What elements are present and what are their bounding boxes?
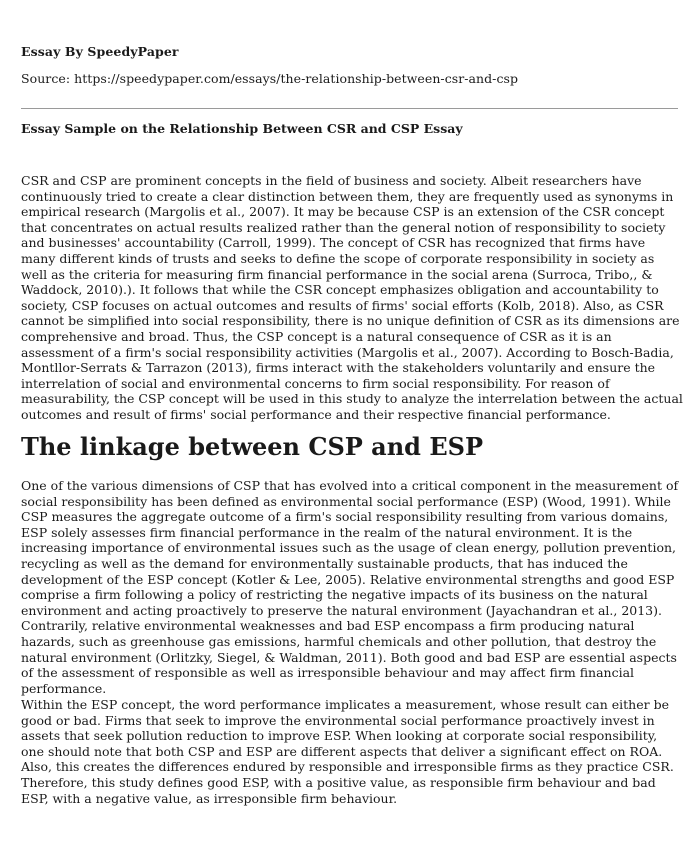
source-url: Source: https://speedypaper.com/essays/the-relationship-between-csr-and-csp [21,71,519,86]
section-heading: The linkage between CSP and ESP [21,432,483,461]
header-divider [21,108,678,109]
essay-title: Essay Sample on the Relationship Between CSR and CSP Essay [21,121,463,136]
essay-paragraph-2: One of the various dimensions of CSP that has evolved into a critical component in the measurement of social responsibility has been defined as environmental social performance (ESP) (Wood, 1991). While CSP measures the aggregate outcome of a firm's social responsibility resulting from various domains, ESP solely assesses firm financial performance in the realm of the natural environment. It is the increasing importance of environmental issues such as the usage of clean energy, pollution prevention, recycling as well as the demand for environmentally sustainable products, that has induced the development of the ESP concept (Kotler & Lee, 2005). Relative environmental strengths and good ESP comprise a firm following a policy of restricting the negative impacts of its business on the natural environment and acting proactively to preserve the natural environment (Jayachandran et al., 2013). Contrarily, relative environmental weaknesses and bad ESP encompass a firm producing natural hazards, such as greenhouse gas emissions, harmful chemicals and other pollution, that destroy the natural environment (Orlitzky, Siegel, & Waldman, 2011). Both good and bad ESP are essential aspects of the assessment of responsible as well as irresponsible behaviour and may affect firm financial performance. [21,478,679,696]
brand-title: Essay By SpeedyPaper [21,44,179,59]
essay-paragraph-3: Within the ESP concept, the word performance implicates a measurement, whose result can either be good or bad. Firms that seek to improve the environmental social performance proactively invest in assets that seek pollution reduction to improve ESP. When looking at corporate social responsibility, one should note that both CSP and ESP are different aspects that deliver a significant effect on ROA. Also, this creates the differences endured by responsible and irresponsible firms as they practice CSR. Therefore, this study defines good ESP, with a positive value, as responsible firm behaviour and bad ESP, with a negative value, as irresponsible firm behaviour. [21,697,674,806]
essay-paragraph-1: CSR and CSP are prominent concepts in the field of business and society. Albeit researchers have continuously tried to create a clear distinction between them, they are frequently used as synonyms in empirical research (Margolis et al., 2007). It may be because CSP is an extension of the CSR concept that concentrates on actual results realized rather than the general notion of responsibility to society and businesses' accountability (Carroll, 1999). The concept of CSR has recognized that firms have many different kinds of trusts and seeks to define the scope of corporate responsibility in society as well as the criteria for measuring firm financial performance in the social arena (Surroca, Tribo,, & Waddock, 2010).). It follows that while the CSR concept emphasizes obligation and accountability to society, CSP focuses on actual outcomes and results of firms' social efforts (Kolb, 2018). Also, as CSR cannot be simplified into social responsibility, there is no unique definition of CSR as its dimensions are comprehensive and broad. Thus, the CSP concept is a natural consequence of CSR as it is an assessment of a firm's social responsibility activities (Margolis et al., 2007). According to Bosch-Badia, Montllor-Serrats & Tarrazon (2013), firms interact with the stakeholders voluntarily and ensure the interrelation of social and environmental concerns to firm social responsibility. For reason of measurability, the CSP concept will be used in this study to analyze the interrelation between the actual outcomes and result of firms' social performance and their respective financial performance. [21,173,683,422]
